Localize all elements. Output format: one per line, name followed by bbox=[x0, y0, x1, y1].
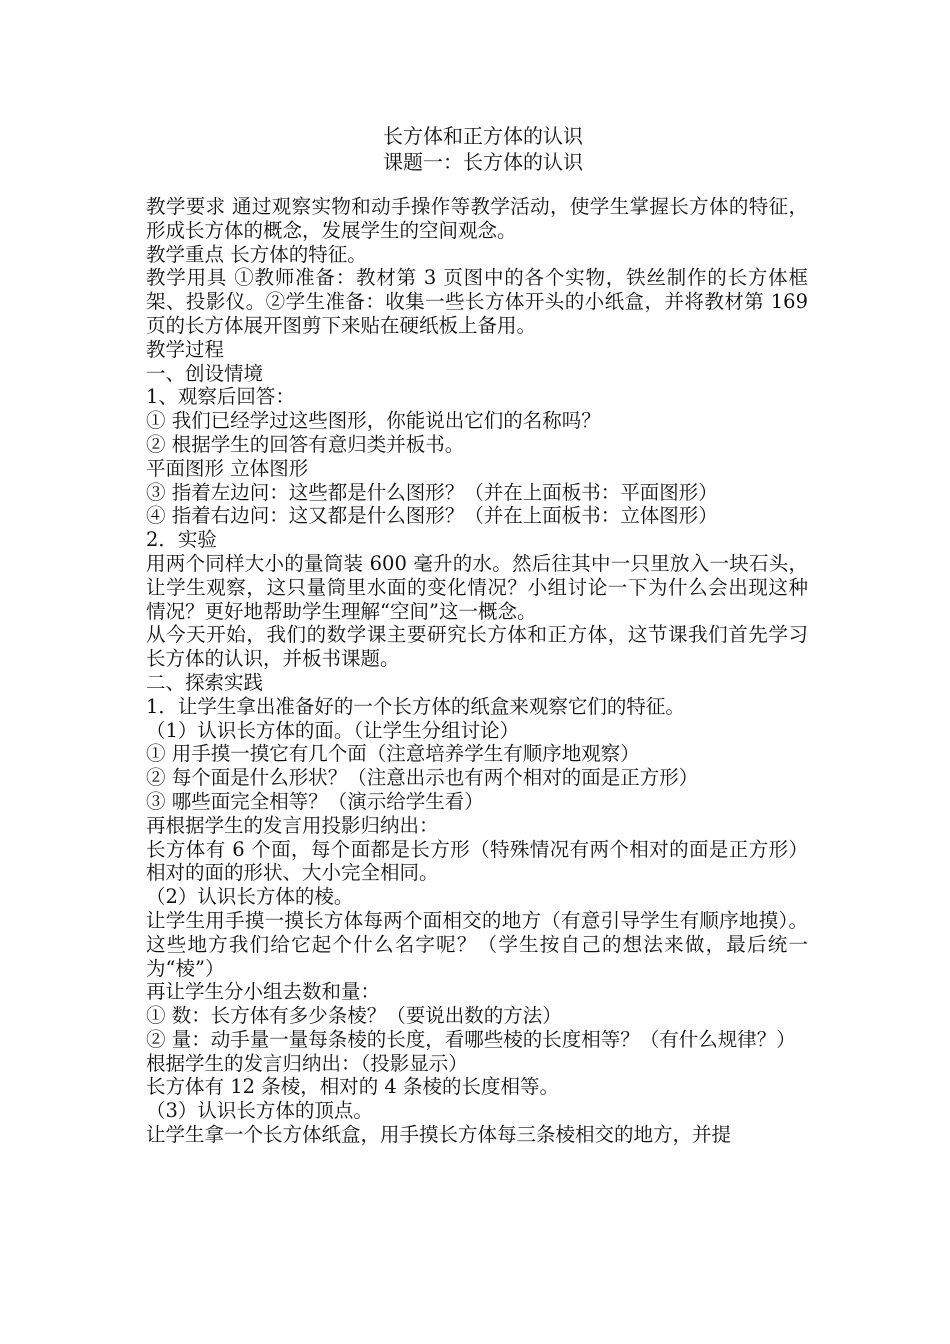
paragraph: 再让学生分小组去数和量： bbox=[146, 980, 381, 1004]
heading-section-two: 二、探索实践 bbox=[146, 670, 264, 694]
paragraph: ① 我们已经学过这些图形，你能说出它们的名称吗？ bbox=[146, 409, 601, 433]
paragraph: （1）认识长方体的面。（让学生分组讨论） bbox=[146, 718, 520, 742]
document-page bbox=[146, 123, 808, 1147]
paragraph: 再根据学生的发言用投影归纳出： bbox=[146, 813, 439, 837]
paragraph: ③ 哪些面完全相等？（演示给学生看） bbox=[146, 789, 484, 813]
paragraph: ① 用手摸一摸它有几个面（注意培养学生有顺序地观察） bbox=[146, 742, 640, 766]
heading-teaching-process: 教学过程 bbox=[146, 337, 225, 361]
paragraph: 1．让学生拿出准备好的一个长方体的纸盒来观察它们的特征。 bbox=[146, 694, 685, 718]
document-body bbox=[146, 195, 808, 1147]
title-block bbox=[146, 123, 808, 175]
paragraph-teaching-focus: 教学重点 长方体的特征。 bbox=[146, 242, 367, 266]
paragraph-teaching-tools: 教学用具 ①教师准备：教材第 3 页图中的各个实物，铁丝制作的长方体框架、投影仪。②学生准备：收集一些长方体开头的小纸盒，并将教材第 169 页的长方体展开图剪下来贴在硬纸板上备用。 bbox=[146, 266, 808, 337]
paragraph: （2）认识长方体的棱。 bbox=[146, 885, 354, 909]
paragraph: ③ 指着左边问：这些都是什么图形？（并在上面板书：平面图形） bbox=[146, 480, 718, 504]
paragraph: 从今天开始，我们的数学课主要研究长方体和正方体，这节课我们首先学习长方体的认识，并板书课题。 bbox=[146, 623, 808, 671]
paragraph: ① 数：长方体有多少条棱？（要说出数的方法） bbox=[146, 1004, 562, 1028]
paragraph: 长方体有 6 个面，每个面都是长方形（特殊情况有两个相对的面是正方形）相对的面的形状、大小完全相同。 bbox=[146, 837, 808, 885]
paragraph: ② 量：动手量一量每条棱的长度，看哪些棱的长度相等？（有什么规律？） bbox=[146, 1027, 796, 1051]
document-title: 长方体和正方体的认识 bbox=[383, 124, 583, 148]
paragraph: 让学生用手摸一摸长方体每两个面相交的地方（有意引导学生有顺序地摸）。这些地方我们给它起个什么名字呢？（学生按自己的想法来做，最后统一为“棱”） bbox=[146, 908, 808, 980]
paragraph: 长方体有 12 条棱，相对的 4 条棱的长度相等。 bbox=[146, 1075, 560, 1099]
paragraph: 让学生拿一个长方体纸盒，用手摸长方体每三条棱相交的地方，并提 bbox=[146, 1123, 732, 1147]
paragraph: ② 每个面是什么形状？（注意出示也有两个相对的面是正方形） bbox=[146, 766, 699, 790]
paragraph: 用两个同样大小的量筒装 600 毫升的水。然后往其中一只里放入一块石头，让学生观察，这只量筒里水面的变化情况？小组讨论一下为什么会出现这种情况？更好地帮助学生理解“空间”这一概念。 bbox=[146, 551, 808, 623]
document-subtitle: 课题一：长方体的认识 bbox=[383, 150, 583, 174]
paragraph: 根据学生的发言归纳出：（投影显示） bbox=[146, 1051, 468, 1075]
paragraph-teaching-requirement: 教学要求 通过观察实物和动手操作等教学活动，使学生掌握长方体的特征，形成长方体的概念，发展学生的空间观念。 bbox=[146, 195, 808, 242]
paragraph: ④ 指着右边问：这又都是什么图形？（并在上面板书：立体图形） bbox=[146, 504, 718, 528]
heading-section-one: 一、创设情境 bbox=[146, 361, 264, 385]
paragraph: （3）认识长方体的顶点。 bbox=[146, 1099, 373, 1123]
paragraph: 1、观察后回答： bbox=[146, 385, 295, 409]
paragraph: 平面图形 立体图形 bbox=[146, 456, 309, 480]
paragraph: 2．实验 bbox=[146, 528, 217, 552]
paragraph: ② 根据学生的回答有意归类并板书。 bbox=[146, 432, 465, 456]
